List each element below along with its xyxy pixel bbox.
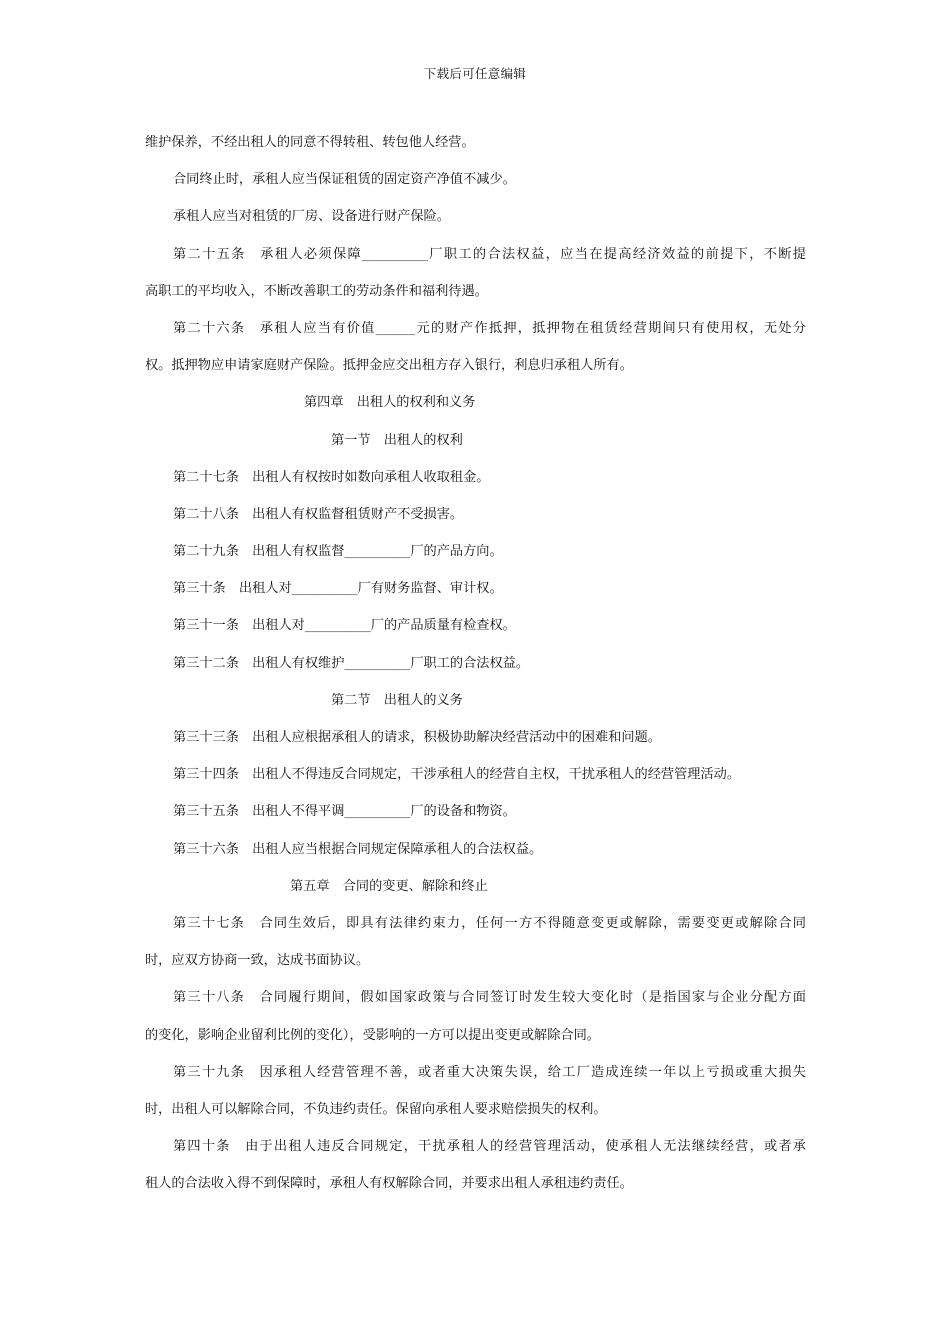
page-header: 下载后可任意编辑 <box>423 66 527 81</box>
article-39-line: 第三十九条 因承租人经营管理不善，或者重大决策失误，给工厂造成连续一年以上亏损或重大损失 <box>173 1064 806 1080</box>
article-29: 第二十九条 出租人有权监督__________厂的产品方向。 <box>173 544 503 560</box>
article-35: 第三十五条 出租人不得平调__________厂的设备和物资。 <box>173 804 516 820</box>
text-line: 维护保养，不经出租人的同意不得转租、转包他人经营。 <box>145 135 475 150</box>
article-34: 第三十四条 出租人不得违反合同规定，干涉承租人的经营自主权，干扰承租人的经营管理活动。 <box>173 767 741 783</box>
article-37-line: 第三十七条 合同生效后，即具有法律约束力，任何一方不得随意变更或解除，需要变更或解除合同 <box>173 915 806 931</box>
section-heading: 第二节 出租人的义务 <box>331 692 463 708</box>
paragraph-line: 承租人应当对租赁的厂房、设备进行财产保险。 <box>173 209 450 225</box>
chapter-heading: 第五章 合同的变更、解除和终止 <box>290 878 488 894</box>
text-line: 权。抵押物应申请家庭财产保险。抵押金应交出租方存入银行，利息归承租人所有。 <box>145 358 633 374</box>
text-line: 时，应双方协商一致，达成书面协议。 <box>145 953 370 969</box>
article-38-line: 第三十八条 合同履行期间，假如国家政策与合同签订时发生较大变化时（是指国家与企业分配方面 <box>173 990 806 1006</box>
article-28: 第二十八条 出租人有权监督租赁财产不受损害。 <box>173 506 464 522</box>
article-27: 第二十七条 出租人有权按时如数向承租人收取租金。 <box>173 469 490 485</box>
chapter-heading: 第四章 出租人的权利和义务 <box>304 395 476 411</box>
text-line: 高职工的平均收入，不断改善职工的劳动条件和福利待遇。 <box>145 283 488 299</box>
document-body <box>145 124 806 1202</box>
text-line: 租人的合法收入得不到保障时，承租人有权解除合同，并要求出租人承租违约责任。 <box>145 1176 633 1192</box>
text-line: 时，出租人可以解除合同，不负违约责任。保留向承租人要求赔偿损失的权利。 <box>145 1101 607 1117</box>
article-33: 第三十三条 出租人应根据承租人的请求，积极协助解决经营活动中的困难和问题。 <box>173 730 661 745</box>
article-32: 第三十二条 出租人有权维护__________厂职工的合法权益。 <box>173 655 530 671</box>
article-26-line: 第二十六条 承租人应当有价值______元的财产作抵押，抵押物在租赁经营期间只有使用权，无处分 <box>173 320 806 336</box>
article-25-line: 第二十五条 承租人必须保障__________厂职工的合法权益，应当在提高经济效益的前提下，不断提 <box>173 246 806 262</box>
article-30: 第三十条 出租人对__________厂有财务监督、审计权。 <box>173 581 503 597</box>
text-line: 的变化，影响企业留利比例的变化），受影响的一方可以提出变更或解除合同。 <box>145 1027 600 1043</box>
article-40-line: 第四十条 由于出租人违反合同规定，干扰承租人的经营管理活动，使承租人无法继续经营，或者承 <box>173 1139 806 1155</box>
article-31: 第三十一条 出租人对__________厂的产品质量有检查权。 <box>173 618 516 634</box>
section-heading: 第一节 出租人的权利 <box>331 432 463 448</box>
article-36: 第三十六条 出租人应当根据合同规定保障承租人的合法权益。 <box>173 841 543 857</box>
paragraph-line: 合同终止时，承租人应当保证租赁的固定资产净值不减少。 <box>173 172 516 188</box>
